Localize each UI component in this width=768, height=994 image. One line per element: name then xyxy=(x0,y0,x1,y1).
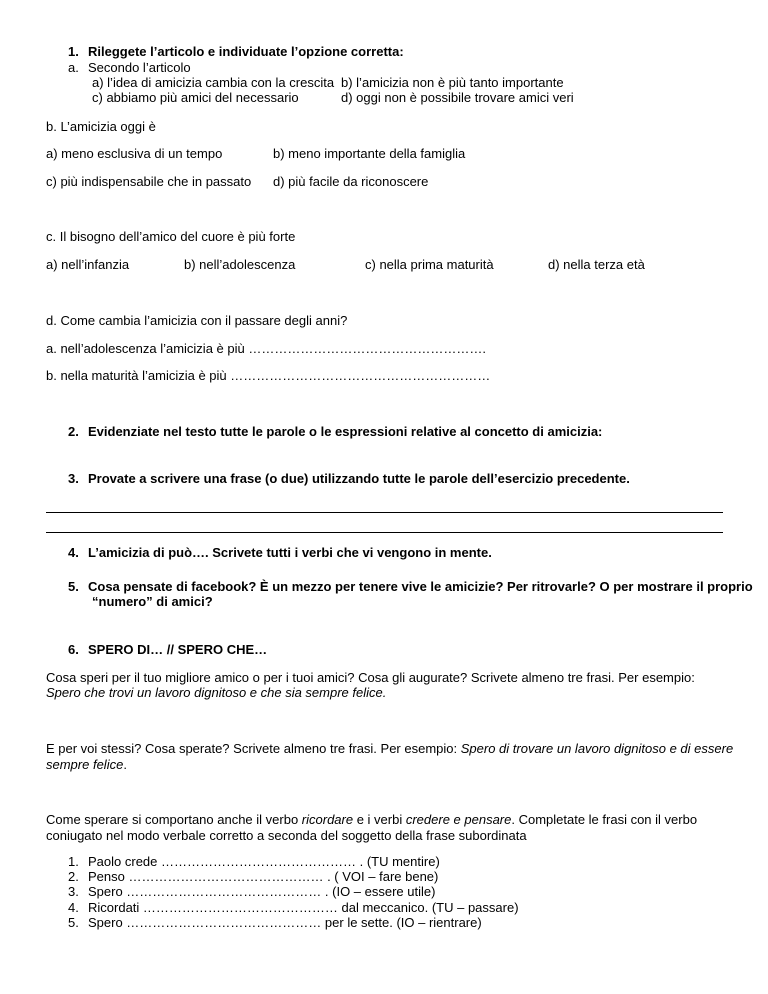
q1a-option-c: c) abbiamo più amici del necessario xyxy=(92,90,299,105)
exercise-item-4-number: 4. xyxy=(68,900,79,915)
q6-heading xyxy=(68,642,267,658)
q6-paragraph-2 xyxy=(46,741,733,757)
q5 xyxy=(68,579,753,595)
exercise-item-1 xyxy=(68,854,440,870)
q1-heading xyxy=(68,44,404,60)
q6-p3-ricordare: ricordare xyxy=(301,812,354,827)
q6-paragraph-3 xyxy=(46,812,697,828)
q4-number: 4. xyxy=(68,545,79,560)
q1a-option-d: d) oggi non è possibile trovare amici veri xyxy=(341,90,574,105)
q1c-option-b: b) nell’adolescenza xyxy=(184,257,296,272)
q2-number: 2. xyxy=(68,424,79,439)
q6-p3-a: Come sperare si comportano anche il verbo xyxy=(46,812,302,827)
exercise-item-4 xyxy=(68,900,519,916)
q2 xyxy=(68,424,602,440)
exercise-item-1-number: 1. xyxy=(68,854,79,869)
q1c-option-a: a) nell’infanzia xyxy=(46,257,130,272)
q1b-option-b: b) meno importante della famiglia xyxy=(273,146,466,161)
exercise-item-2-number: 2. xyxy=(68,869,79,884)
q6-paragraph-2-cont xyxy=(46,757,127,773)
q6-p3-b: e i verbi xyxy=(353,812,406,827)
q6-paragraph-3-line2: coniugato nel modo verbale corretto a seconda del soggetto della frase subordinata xyxy=(46,828,527,843)
q6-paragraph-2-end: . xyxy=(123,757,127,772)
q1-title: Rileggete l’articolo e individuate l’opzione corretta: xyxy=(88,44,404,59)
q1a-heading xyxy=(68,60,191,76)
q5-number: 5. xyxy=(68,579,79,594)
q1b-prompt: b. L’amicizia oggi è xyxy=(46,119,156,134)
q1a-option-b: b) l’amicizia non è più tanto importante xyxy=(341,75,564,90)
exercise-item-1-text: Paolo crede ……………………………………… . (TU mentire) xyxy=(88,854,440,869)
q1a-prompt: Secondo l’articolo xyxy=(88,60,191,75)
answer-line-1 xyxy=(46,512,723,513)
q4 xyxy=(68,545,492,561)
exercise-item-5-number: 5. xyxy=(68,915,79,930)
exercise-item-2 xyxy=(68,869,438,885)
q1-number: 1. xyxy=(68,44,79,59)
q1c-option-d: d) nella terza età xyxy=(548,257,645,272)
exercise-item-3-text: Spero ……………………………………… . (IO – essere utile) xyxy=(88,884,436,899)
q6-example-2a: Spero di trovare un lavoro dignitoso e di essere xyxy=(460,741,734,756)
q3-number: 3. xyxy=(68,471,79,486)
answer-line-2 xyxy=(46,532,723,533)
q3 xyxy=(68,471,630,487)
q6-paragraph-2-text: E per voi stessi? Cosa sperate? Scrivete almeno tre frasi. Per esempio: xyxy=(46,741,461,756)
exercise-item-2-text: Penso ……………………………………… . ( VOI – fare bene) xyxy=(88,869,439,884)
q5-text-line1: Cosa pensate di facebook? È un mezzo per tenere vive le amicizie? Per ritrovarle? O per mostrare il proprio xyxy=(88,579,753,594)
q1c-option-c: c) nella prima maturità xyxy=(365,257,494,272)
q1d-prompt: d. Come cambia l’amicizia con il passare degli anni? xyxy=(46,313,348,328)
q6-paragraph-1: Cosa speri per il tuo migliore amico o per i tuoi amici? Cosa gli augurate? Scrivete almeno tre frasi. Per esempio: xyxy=(46,670,695,685)
q6-example-2b: sempre felice xyxy=(46,757,124,772)
q6-title: SPERO DI… // SPERO CHE… xyxy=(88,642,268,657)
q1d-line-a: a. nell’adolescenza l’amicizia è più ………………………………………………. xyxy=(46,341,486,356)
q1a-letter: a. xyxy=(68,60,79,75)
exercise-item-3-number: 3. xyxy=(68,884,79,899)
q4-text: L’amicizia di può…. Scrivete tutti i verbi che vi vengono in mente. xyxy=(88,545,492,560)
q6-number: 6. xyxy=(68,642,79,657)
q5-text-line2: “numero” di amici? xyxy=(92,594,213,609)
q6-example-1: Spero che trovi un lavoro dignitoso e che sia sempre felice. xyxy=(46,685,387,700)
q1d-line-b: b. nella maturità l’amicizia è più …………………………………………………… xyxy=(46,368,491,383)
q1b-option-a: a) meno esclusiva di un tempo xyxy=(46,146,223,161)
q1c-prompt: c. Il bisogno dell’amico del cuore è più forte xyxy=(46,229,296,244)
q6-p3-c: . Completate le frasi con il verbo xyxy=(511,812,698,827)
q1b-option-d: d) più facile da riconoscere xyxy=(273,174,429,189)
q2-text: Evidenziate nel testo tutte le parole o le espressioni relative al concetto di amicizia: xyxy=(88,424,603,439)
exercise-item-5 xyxy=(68,915,482,931)
q1a-option-a: a) l’idea di amicizia cambia con la crescita xyxy=(92,75,335,90)
exercise-item-4-text: Ricordati ……………………………………… dal meccanico. (TU – passare) xyxy=(88,900,519,915)
q3-text: Provate a scrivere una frase (o due) utilizzando tutte le parole dell’esercizio precedente. xyxy=(88,471,630,486)
q6-p3-credere: credere e pensare xyxy=(405,812,512,827)
exercise-item-3 xyxy=(68,884,435,900)
exercise-item-5-text: Spero ……………………………………… per le sette. (IO – rientrare) xyxy=(88,915,482,930)
q1b-option-c: c) più indispensabile che in passato xyxy=(46,174,252,189)
